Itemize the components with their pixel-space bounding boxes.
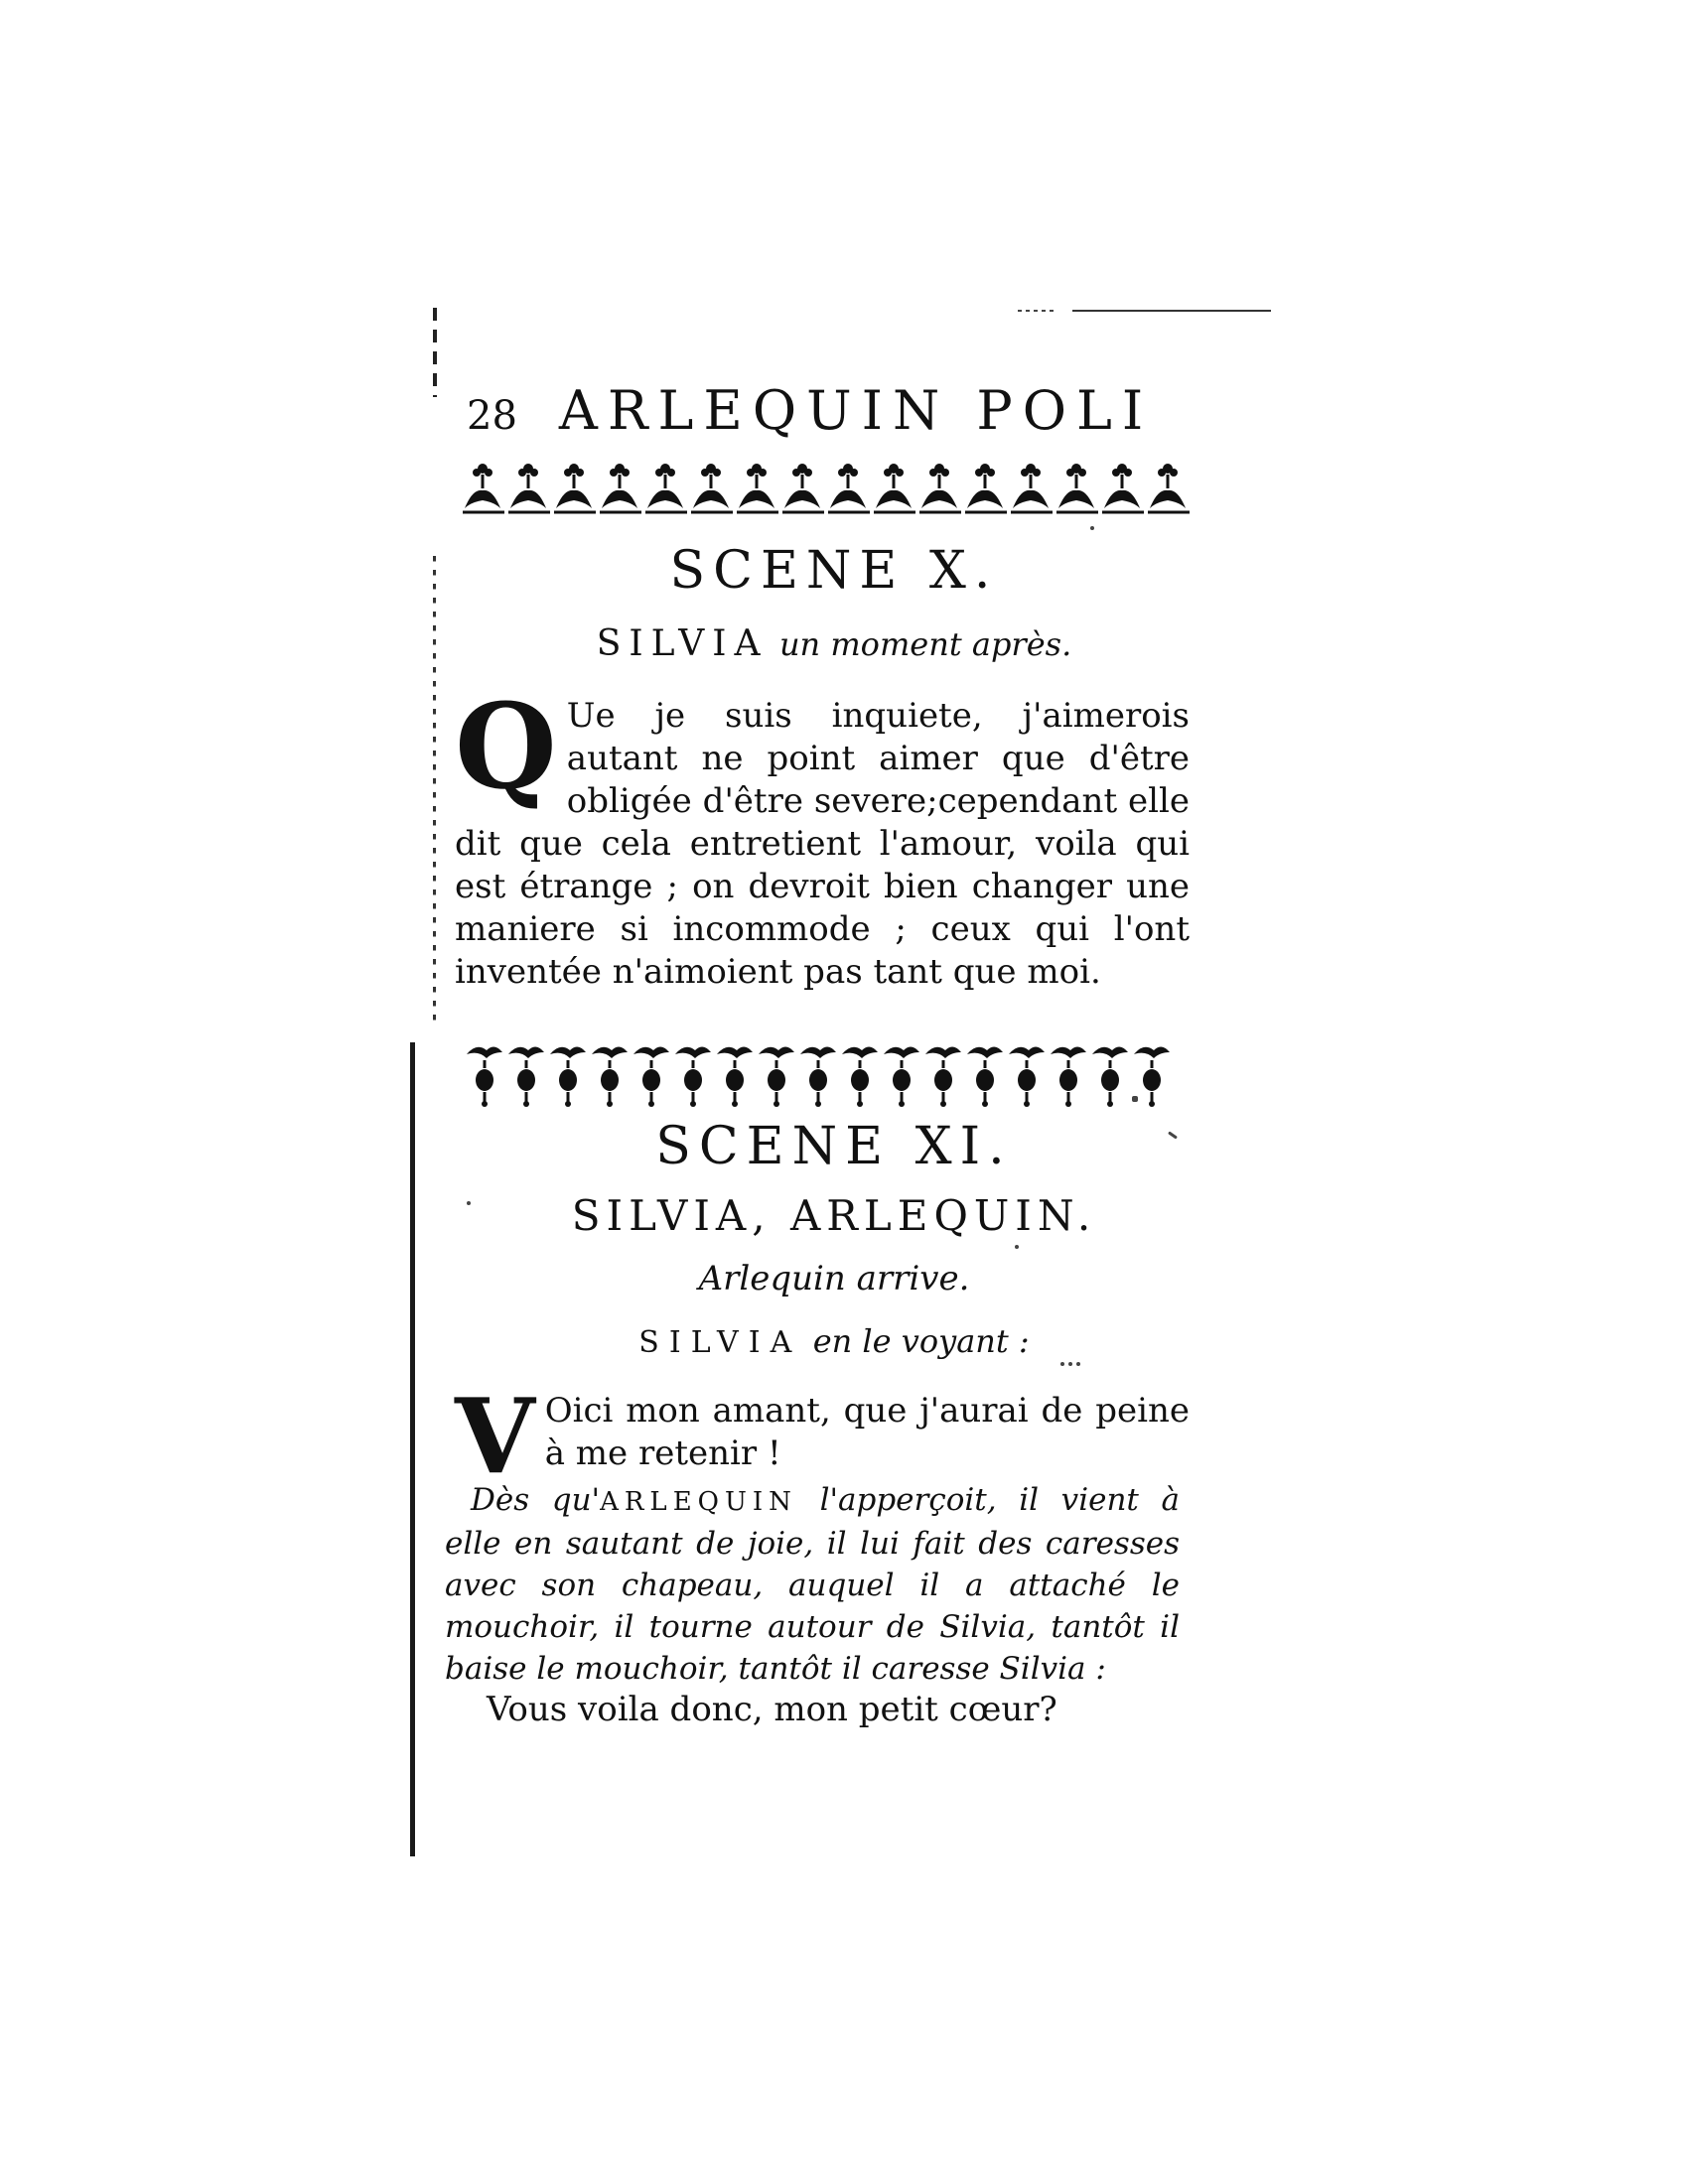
scan-speck — [1132, 1096, 1138, 1102]
gutter-binding-edge — [410, 1042, 415, 1856]
speaker-line — [437, 1320, 1231, 1361]
scan-speck — [1015, 1245, 1019, 1249]
scan-speck — [467, 1201, 471, 1205]
dialogue-paragraph — [455, 1375, 1190, 1497]
page-number: 28 — [467, 393, 517, 439]
character-name: ARLEQUIN — [600, 1487, 797, 1517]
running-title: ARLEQUIN POLI — [558, 379, 1154, 442]
dialogue-text: Ue je suis inquiete, j'aimerois autant ne point aimer que d'être obligée d'être severe;cependant elle dit que cela entretient l'amour, voila qui est étrange ; on devroit bien changer une maniere si incommode ; ceux qui l'ont inventée n'aimoient pas tant que moi. — [455, 696, 1190, 992]
dialogue-paragraph — [455, 677, 1190, 994]
stage-direction: Arlequin arrive. — [698, 1259, 970, 1298]
scene-heading: SCENE X. — [669, 541, 999, 601]
speaker-line — [437, 623, 1231, 664]
speaker-note: un moment après. — [778, 625, 1072, 663]
scan-speck — [1090, 526, 1094, 530]
speaker-name: SILVIA — [596, 623, 769, 664]
running-head — [467, 379, 1201, 442]
leaf-ornament-band — [463, 1040, 1196, 1110]
cast-list: SILVIA, ARLEQUIN. — [571, 1191, 1097, 1240]
scan-speck — [1068, 1362, 1072, 1366]
gutter-dotted-edge — [433, 556, 436, 1023]
scan-speck — [1060, 1362, 1064, 1366]
scan-mark-rule — [1072, 310, 1271, 312]
action-text: l'apperçoit, il vient à elle en sautant de joie, il lui fait des caresses avec son chapeau, auquel il a attaché le mouchoir, il tourne autour de Silvia, tantôt il baise le mouchoir, tantôt il caresse Silvia : — [445, 1482, 1180, 1687]
scene-heading: SCENE XI. — [655, 1117, 1013, 1176]
scan-speck — [1076, 1362, 1080, 1366]
drop-cap: V — [455, 1375, 535, 1497]
dialogue-text: Oici mon amant, que j'aurai de peine à me retenir ! — [544, 1391, 1190, 1473]
drop-cap: Q — [455, 677, 557, 815]
speaker-note: en le voyant : — [812, 1322, 1030, 1360]
dialogue-line: Vous voila donc, mon petit cœur? — [487, 1690, 1057, 1729]
stage-direction-action — [445, 1479, 1180, 1690]
floral-ornament-band — [463, 459, 1196, 516]
scan-mark-dashed — [1018, 310, 1057, 312]
gutter-mark-top — [433, 308, 437, 397]
action-text: Dès qu' — [471, 1482, 601, 1518]
speaker-name: SILVIA — [638, 1325, 802, 1360]
